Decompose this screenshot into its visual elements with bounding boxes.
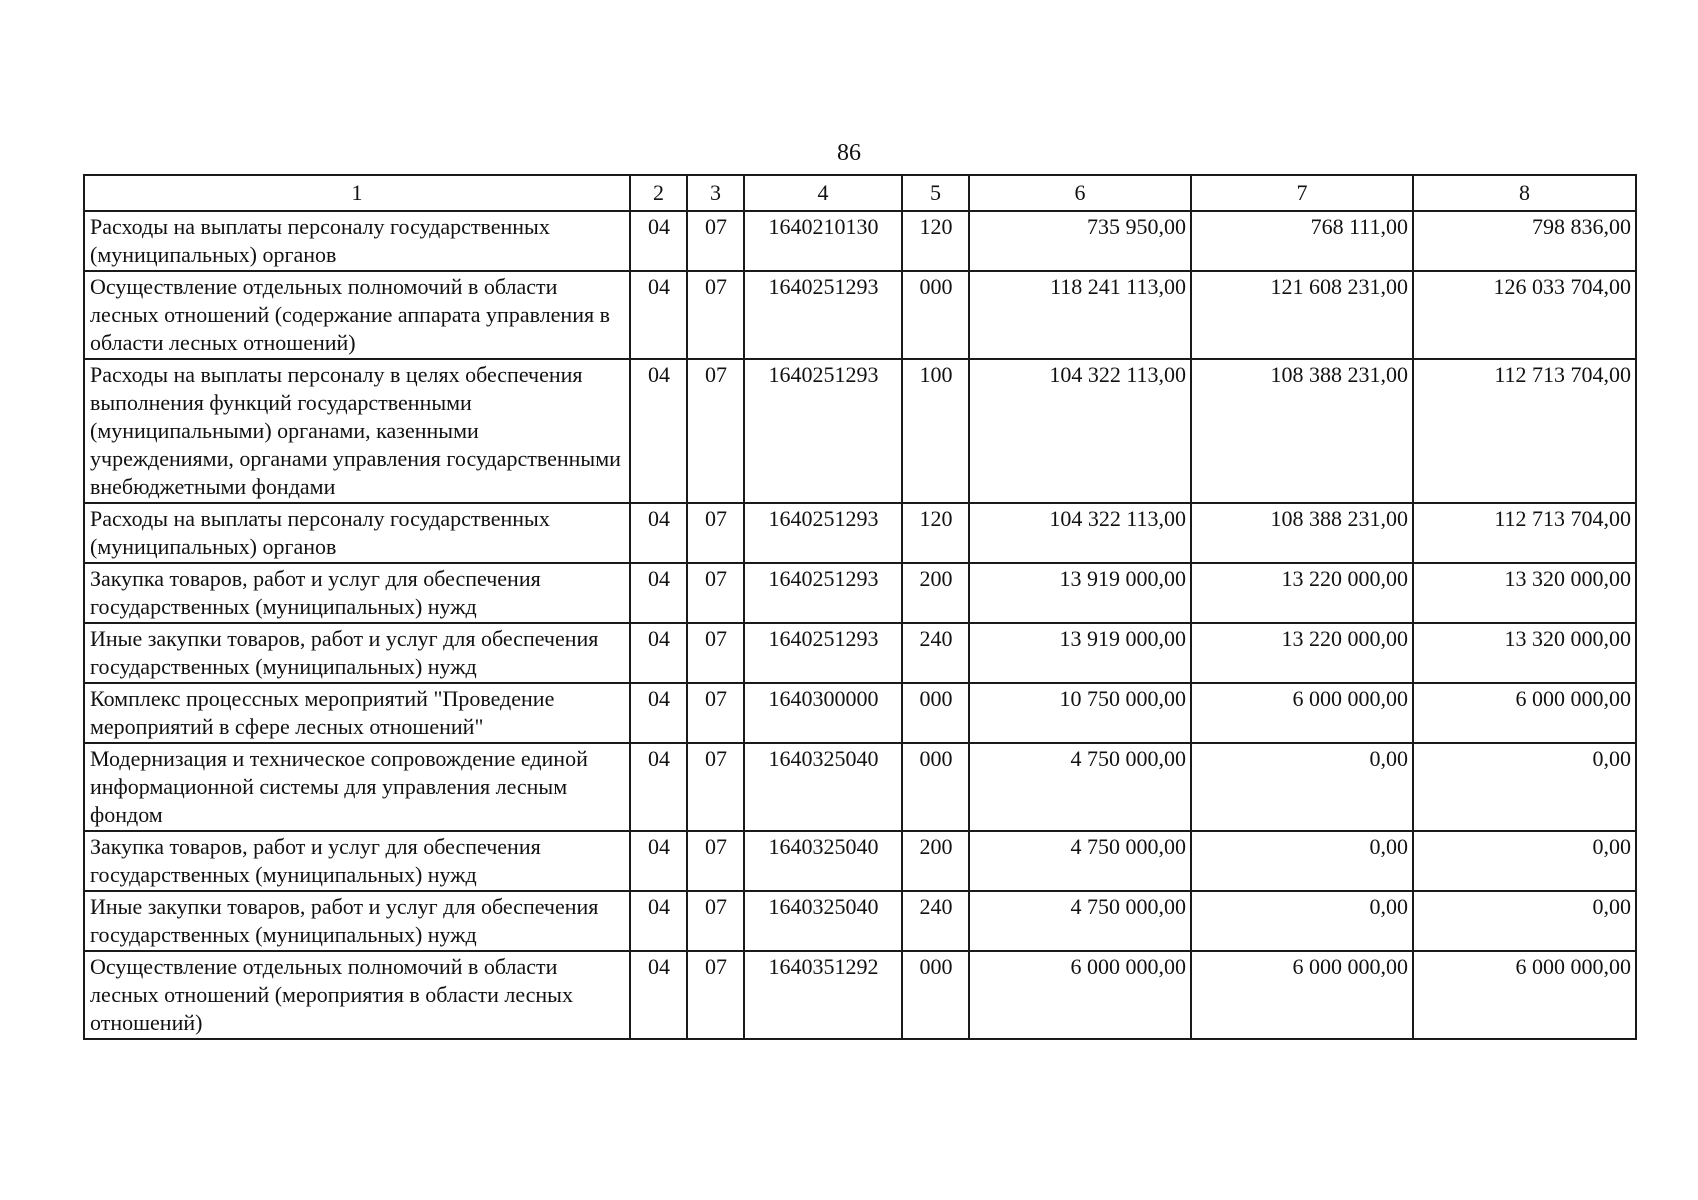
subsection-code-cell: 07 xyxy=(687,951,744,1039)
page-number: 86 xyxy=(837,140,861,166)
table-row xyxy=(84,623,1636,683)
row-name-cell: Расходы на выплаты персоналу государственных (муниципальных) органов xyxy=(84,503,630,563)
section-code-cell: 04 xyxy=(630,683,687,743)
expense-type-cell: 000 xyxy=(902,271,969,359)
target-article-cell: 1640210130 xyxy=(744,211,902,271)
section-code-cell: 04 xyxy=(630,503,687,563)
row-name-cell: Иные закупки товаров, работ и услуг для обеспечения государственных (муниципальных) нужд xyxy=(84,623,630,683)
table-row xyxy=(84,211,1636,271)
amount-col7-cell: 108 388 231,00 xyxy=(1191,359,1413,503)
subsection-code-cell: 07 xyxy=(687,831,744,891)
expense-type-cell: 200 xyxy=(902,831,969,891)
subsection-code-cell: 07 xyxy=(687,211,744,271)
subsection-code-cell: 07 xyxy=(687,743,744,831)
table-row xyxy=(84,359,1636,503)
amount-col8-cell: 0,00 xyxy=(1413,831,1636,891)
budget-table xyxy=(83,174,1637,1040)
amount-col8-cell: 0,00 xyxy=(1413,891,1636,951)
amount-col6-cell: 118 241 113,00 xyxy=(969,271,1191,359)
section-code-cell: 04 xyxy=(630,891,687,951)
expense-type-cell: 120 xyxy=(902,211,969,271)
table-row xyxy=(84,951,1636,1039)
amount-col6-cell: 104 322 113,00 xyxy=(969,359,1191,503)
subsection-code-cell: 07 xyxy=(687,359,744,503)
target-article-cell: 1640251293 xyxy=(744,623,902,683)
expense-type-cell: 100 xyxy=(902,359,969,503)
section-code-cell: 04 xyxy=(630,359,687,503)
section-code-cell: 04 xyxy=(630,951,687,1039)
amount-col8-cell: 126 033 704,00 xyxy=(1413,271,1636,359)
amount-col8-cell: 798 836,00 xyxy=(1413,211,1636,271)
amount-col6-cell: 4 750 000,00 xyxy=(969,743,1191,831)
section-code-cell: 04 xyxy=(630,831,687,891)
amount-col7-cell: 6 000 000,00 xyxy=(1191,951,1413,1039)
expense-type-cell: 000 xyxy=(902,951,969,1039)
target-article-cell: 1640300000 xyxy=(744,683,902,743)
amount-col7-cell: 108 388 231,00 xyxy=(1191,503,1413,563)
amount-col6-cell: 4 750 000,00 xyxy=(969,831,1191,891)
table-row xyxy=(84,743,1636,831)
amount-col6-cell: 735 950,00 xyxy=(969,211,1191,271)
expense-type-cell: 240 xyxy=(902,891,969,951)
row-name-cell: Осуществление отдельных полномочий в области лесных отношений (содержание аппарата управления в области лесных отношений) xyxy=(84,271,630,359)
table-row xyxy=(84,683,1636,743)
amount-col7-cell: 0,00 xyxy=(1191,743,1413,831)
amount-col8-cell: 112 713 704,00 xyxy=(1413,359,1636,503)
amount-col7-cell: 13 220 000,00 xyxy=(1191,623,1413,683)
amount-col8-cell: 0,00 xyxy=(1413,743,1636,831)
row-name-cell: Осуществление отдельных полномочий в области лесных отношений (мероприятия в области лесных отношений) xyxy=(84,951,630,1039)
subsection-code-cell: 07 xyxy=(687,623,744,683)
table-row xyxy=(84,271,1636,359)
column-header: 2 xyxy=(630,175,687,211)
column-header: 6 xyxy=(969,175,1191,211)
amount-col6-cell: 13 919 000,00 xyxy=(969,623,1191,683)
expense-type-cell: 000 xyxy=(902,683,969,743)
section-code-cell: 04 xyxy=(630,743,687,831)
expense-type-cell: 200 xyxy=(902,563,969,623)
target-article-cell: 1640251293 xyxy=(744,563,902,623)
amount-col8-cell: 6 000 000,00 xyxy=(1413,951,1636,1039)
column-header: 8 xyxy=(1413,175,1636,211)
amount-col7-cell: 13 220 000,00 xyxy=(1191,563,1413,623)
target-article-cell: 1640251293 xyxy=(744,503,902,563)
target-article-cell: 1640325040 xyxy=(744,891,902,951)
section-code-cell: 04 xyxy=(630,211,687,271)
table-row xyxy=(84,503,1636,563)
subsection-code-cell: 07 xyxy=(687,683,744,743)
target-article-cell: 1640325040 xyxy=(744,831,902,891)
target-article-cell: 1640351292 xyxy=(744,951,902,1039)
amount-col6-cell: 10 750 000,00 xyxy=(969,683,1191,743)
column-header: 5 xyxy=(902,175,969,211)
row-name-cell: Комплекс процессных мероприятий "Проведение мероприятий в сфере лесных отношений" xyxy=(84,683,630,743)
header-row xyxy=(84,175,1636,211)
amount-col7-cell: 0,00 xyxy=(1191,891,1413,951)
amount-col6-cell: 4 750 000,00 xyxy=(969,891,1191,951)
amount-col8-cell: 13 320 000,00 xyxy=(1413,563,1636,623)
amount-col7-cell: 768 111,00 xyxy=(1191,211,1413,271)
table-row xyxy=(84,831,1636,891)
table-row xyxy=(84,891,1636,951)
row-name-cell: Расходы на выплаты персоналу в целях обеспечения выполнения функций государственными (муниципальными) органами, казенными учреждениями, органами управления государственными внебюджетными фондами xyxy=(84,359,630,503)
row-name-cell: Закупка товаров, работ и услуг для обеспечения государственных (муниципальных) нужд xyxy=(84,831,630,891)
amount-col8-cell: 112 713 704,00 xyxy=(1413,503,1636,563)
amount-col7-cell: 0,00 xyxy=(1191,831,1413,891)
column-header: 3 xyxy=(687,175,744,211)
section-code-cell: 04 xyxy=(630,563,687,623)
section-code-cell: 04 xyxy=(630,623,687,683)
expense-type-cell: 000 xyxy=(902,743,969,831)
target-article-cell: 1640251293 xyxy=(744,359,902,503)
column-header: 1 xyxy=(84,175,630,211)
amount-col8-cell: 6 000 000,00 xyxy=(1413,683,1636,743)
amount-col7-cell: 6 000 000,00 xyxy=(1191,683,1413,743)
subsection-code-cell: 07 xyxy=(687,563,744,623)
target-article-cell: 1640251293 xyxy=(744,271,902,359)
column-header: 7 xyxy=(1191,175,1413,211)
expense-type-cell: 120 xyxy=(902,503,969,563)
subsection-code-cell: 07 xyxy=(687,891,744,951)
subsection-code-cell: 07 xyxy=(687,271,744,359)
amount-col6-cell: 13 919 000,00 xyxy=(969,563,1191,623)
row-name-cell: Расходы на выплаты персоналу государственных (муниципальных) органов xyxy=(84,211,630,271)
target-article-cell: 1640325040 xyxy=(744,743,902,831)
row-name-cell: Иные закупки товаров, работ и услуг для обеспечения государственных (муниципальных) нужд xyxy=(84,891,630,951)
amount-col6-cell: 104 322 113,00 xyxy=(969,503,1191,563)
amount-col6-cell: 6 000 000,00 xyxy=(969,951,1191,1039)
row-name-cell: Модернизация и техническое сопровождение единой информационной системы для управления лесным фондом xyxy=(84,743,630,831)
table-row xyxy=(84,563,1636,623)
column-header: 4 xyxy=(744,175,902,211)
expense-type-cell: 240 xyxy=(902,623,969,683)
amount-col8-cell: 13 320 000,00 xyxy=(1413,623,1636,683)
amount-col7-cell: 121 608 231,00 xyxy=(1191,271,1413,359)
row-name-cell: Закупка товаров, работ и услуг для обеспечения государственных (муниципальных) нужд xyxy=(84,563,630,623)
subsection-code-cell: 07 xyxy=(687,503,744,563)
section-code-cell: 04 xyxy=(630,271,687,359)
